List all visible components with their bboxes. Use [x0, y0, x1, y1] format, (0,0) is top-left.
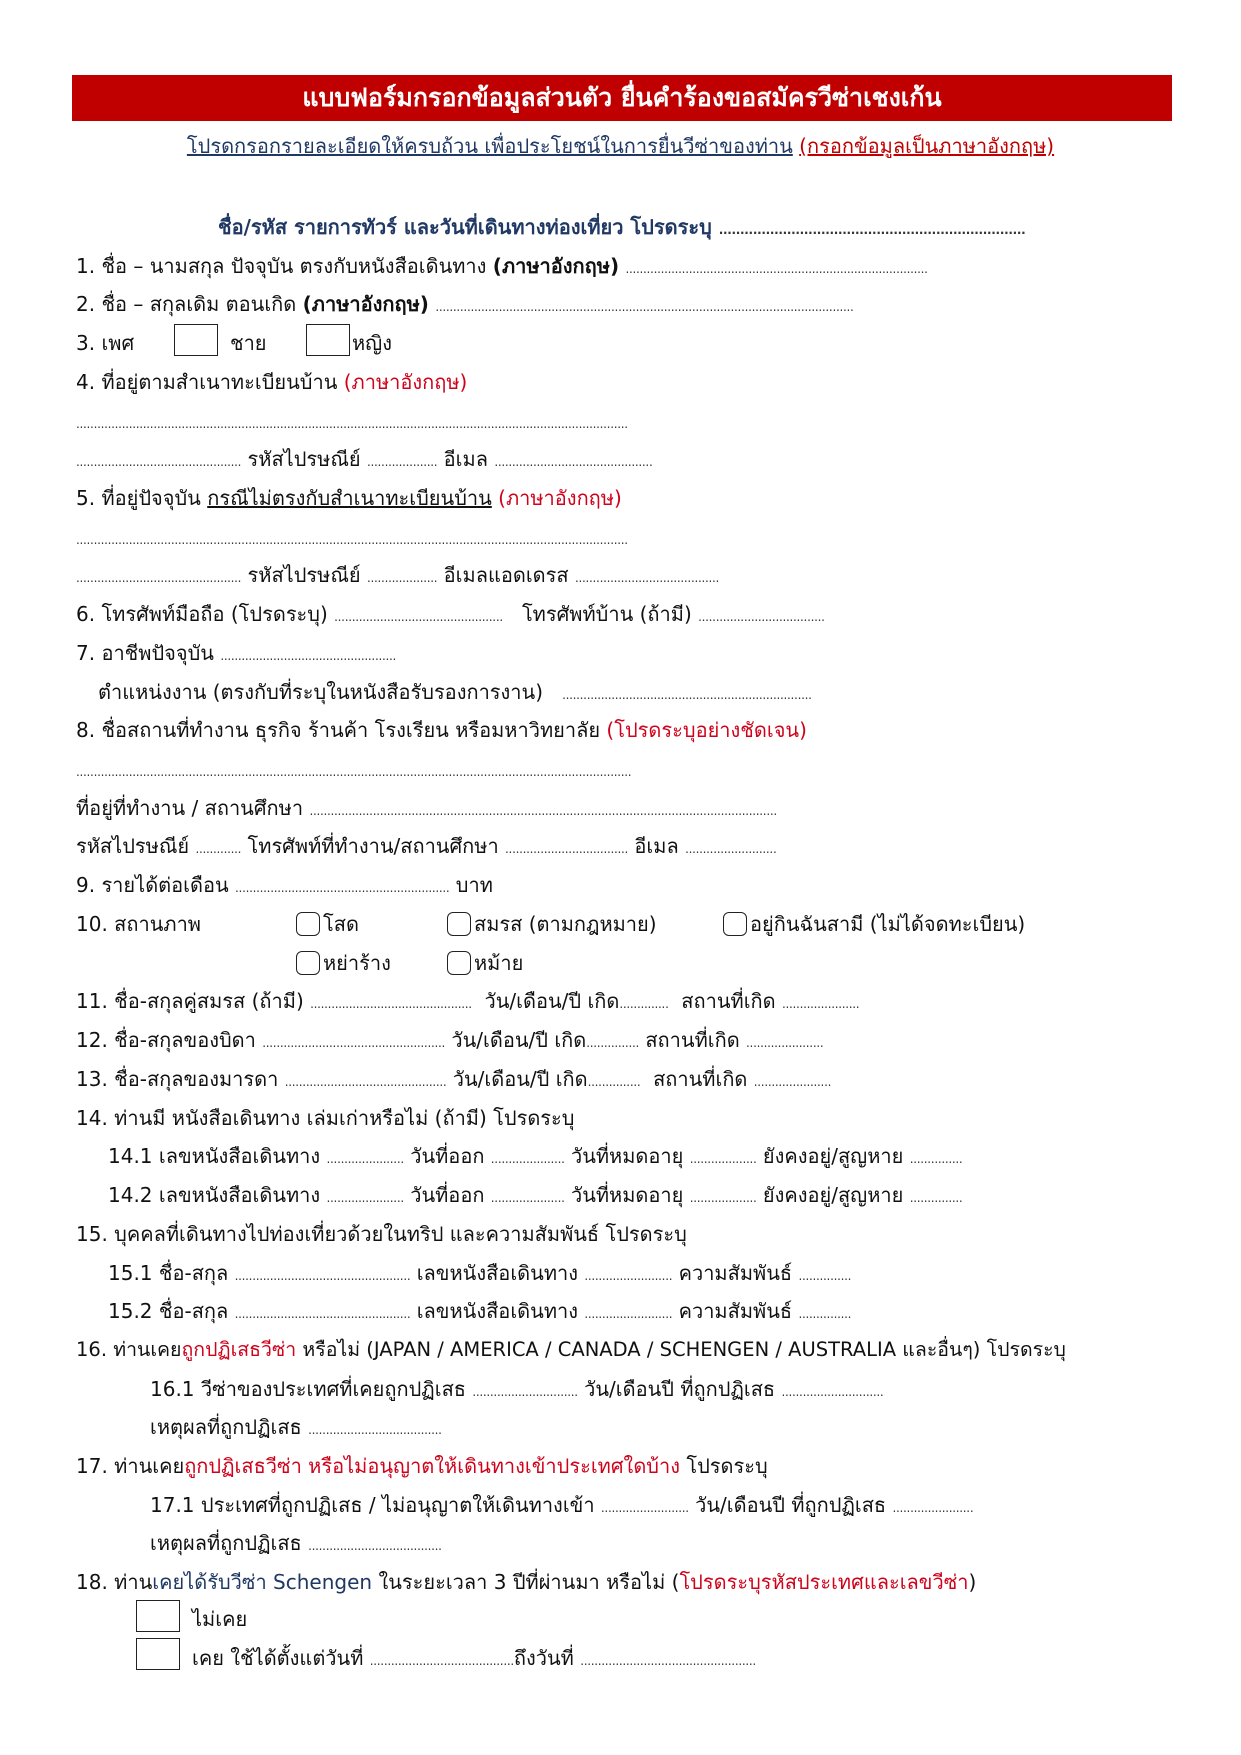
q2-note: (ภาษาอังกฤษ) — [302, 292, 429, 316]
q9-input[interactable]: ............................................................. — [235, 881, 450, 895]
q10-status-label: 10. สถานภาพ — [76, 912, 201, 936]
q9-label: 9. รายได้ต่อเดือน — [76, 873, 229, 897]
q7-position-label: ตำแหน่งงาน (ตรงกับที่ระบุในหนังสือรับรองการงาน) — [98, 680, 544, 704]
q15-row-2 — [108, 1298, 851, 1327]
q14-r1-number[interactable]: ...................... — [326, 1152, 404, 1166]
form-title: แบบฟอร์มกรอกข้อมูลส่วนตัว ยื่นคำร้องขอสมัครวีซ่าเชงเก้น — [72, 75, 1172, 121]
q13-label: 13. ชื่อ-สกุลของมารดา — [76, 1067, 279, 1091]
q15-r2-passport[interactable]: ......................... — [584, 1307, 673, 1321]
q15-r2-relation-label: ความสัมพันธ์ — [678, 1299, 793, 1323]
q15-r1-relation[interactable]: ............... — [798, 1269, 852, 1283]
q12-dob-label: วัน/เดือน/ปี เกิด — [451, 1028, 587, 1052]
q14-r1-status-label: ยังคงอยู่/สูญหาย — [762, 1144, 904, 1168]
q6-phones — [76, 601, 825, 630]
q16-row-1 — [150, 1376, 883, 1405]
status-married — [447, 911, 657, 937]
q11-name-input[interactable]: .............................................. — [310, 997, 472, 1011]
q15-r2-relation[interactable]: ............... — [798, 1307, 852, 1321]
q18-mid: ในระยะเวลา 3 ปีที่ผ่านมา หรือไม่ ( — [372, 1570, 680, 1594]
q18-end: ) — [968, 1570, 977, 1594]
q15-r1-passport-label: เลขหนังสือเดินทาง — [416, 1261, 578, 1285]
q17-r1-country[interactable]: ......................... — [600, 1501, 689, 1515]
q5-postcode-label: รหัสไปรษณีย์ — [247, 563, 361, 587]
q18-ever-checkbox[interactable] — [136, 1638, 180, 1670]
tour-fill-line[interactable]: ........................................................................ — [718, 223, 1026, 237]
q2-label: 2. ชื่อ – สกุลเดิม ตอนเกิด — [76, 292, 297, 316]
q15-r1-relation-label: ความสัมพันธ์ — [678, 1261, 793, 1285]
q7-position-input[interactable]: ....................................................................... — [562, 688, 812, 702]
q14-old-passport: 14. ท่านมี หนังสือเดินทาง เล่มเก่าหรือไม่ (ถ้ามี) โปรดระบุ — [76, 1106, 575, 1130]
q17-row-1 — [150, 1492, 973, 1521]
q4-address-line[interactable]: ............................................................................................................................................................. — [76, 417, 628, 431]
q6-mobile-input[interactable]: ................................................ — [334, 610, 503, 624]
status-single-label: โสด — [323, 912, 359, 936]
q16-r1-label: 16.1 วีซ่าของประเทศที่เคยถูกปฏิเสธ — [150, 1377, 466, 1401]
status-married-label: สมรส (ตามกฎหมาย) — [474, 912, 657, 936]
status-widowed-label: หม้าย — [474, 951, 524, 975]
q8-label: 8. ชื่อสถานที่ทำงาน ธุรกิจ ร้านค้า โรงเรียน หรือมหาวิทยาลัย — [76, 718, 601, 742]
q5-address-line-2[interactable]: ............................................... — [76, 571, 242, 585]
q12-label: 12. ชื่อ-สกุลของบิดา — [76, 1028, 256, 1052]
q8-postcode-label: รหัสไปรษณีย์ — [76, 834, 190, 858]
q18-never-label: ไม่เคย — [192, 1607, 248, 1631]
q4-registered-address — [76, 369, 467, 395]
q17-reason — [150, 1530, 442, 1559]
q18-blue: เคยได้รับวีซ่า Schengen — [152, 1570, 373, 1594]
status-single — [296, 911, 359, 937]
q16-pre: 16. ท่านเคย — [76, 1338, 182, 1361]
q12-name-input[interactable]: .................................................... — [262, 1036, 446, 1050]
gender-male-checkbox[interactable] — [174, 324, 218, 356]
q18-never-checkbox[interactable] — [136, 1600, 180, 1632]
q6-home-input[interactable]: .................................... — [698, 610, 825, 624]
q3-gender-label: 3. เพศ — [76, 331, 135, 355]
q4-postcode-label: รหัสไปรษณีย์ — [247, 447, 361, 471]
q14-row-1 — [108, 1143, 962, 1172]
q18-ever-label: เคย ใช้ได้ตั้งแต่วันที่ — [192, 1646, 364, 1670]
q4-note: (ภาษาอังกฤษ) — [343, 370, 468, 394]
q2-fill-line[interactable]: ....................................................................................................................... — [435, 300, 854, 314]
q8-work-address — [76, 795, 777, 824]
q14-row-2 — [108, 1182, 962, 1211]
q1-label: 1. ชื่อ – นามสกุล ปัจจุบัน ตรงกับหนังสือเดินทาง — [76, 254, 487, 278]
q4-email-input[interactable]: ............................................. — [494, 455, 653, 469]
q17-r1-label: 17.1 ประเทศที่ถูกปฏิเสธ / ไม่อนุญาตให้เดินทางเข้า — [150, 1493, 595, 1517]
q7-occupation — [76, 640, 396, 669]
q16-visa-refusal — [76, 1337, 1066, 1363]
status-cohabit-checkbox[interactable] — [723, 912, 747, 936]
status-cohabit-label: อยู่กินฉันสามี (ไม่ได้จดทะเบียน) — [750, 912, 1026, 936]
q8-email-input[interactable]: .......................... — [685, 842, 777, 856]
q5-postcode-email — [76, 562, 719, 591]
q8-workplace — [76, 717, 807, 743]
q9-income — [76, 872, 493, 901]
q11-label: 11. ชื่อ-สกุลคู่สมรส (ถ้ามี) — [76, 989, 304, 1013]
form-subtitle — [0, 130, 1241, 162]
q14-r1-expiry-label: วันที่หมดอายุ — [570, 1144, 684, 1168]
q14-r1-issue-label: วันที่ออก — [410, 1144, 485, 1168]
q13-pob-label: สถานที่เกิด — [653, 1067, 748, 1091]
q13-dob-label: วัน/เดือน/ปี เกิด — [452, 1067, 588, 1091]
q11-dob-label: วัน/เดือน/ปี เกิด — [484, 989, 620, 1013]
q13-mother — [76, 1066, 831, 1095]
q17-entry-refusal — [76, 1453, 768, 1479]
subtitle-instruction: โปรดกรอกรายละเอียดให้ครบถ้วน เพื่อประโยชน์ในการยื่นวีซ่าของท่าน — [186, 134, 793, 158]
q16-reason — [150, 1414, 442, 1443]
status-single-checkbox[interactable] — [296, 912, 320, 936]
q14-r2-status-label: ยังคงอยู่/สูญหาย — [762, 1183, 904, 1207]
gender-female-checkbox[interactable] — [306, 324, 350, 356]
status-widowed — [447, 950, 523, 976]
q4-address-line-2[interactable]: ............................................... — [76, 455, 242, 469]
q7-label: 7. อาชีพปัจจุบัน — [76, 641, 214, 665]
q8-email-label: อีเมล — [634, 834, 679, 858]
q11-dob-input[interactable]: .............. — [619, 997, 669, 1011]
q5-email-input[interactable]: ......................................... — [574, 571, 720, 585]
q15-r1-label: 15.1 ชื่อ-สกุล — [108, 1261, 229, 1285]
q18-red: โปรดระบุรหัสประเทศและเลขวีซ่า — [679, 1570, 969, 1594]
q16-r1-country[interactable]: .............................. — [472, 1385, 578, 1399]
status-divorced-checkbox[interactable] — [296, 951, 320, 975]
q4-email-label: อีเมล — [443, 447, 488, 471]
q16-reason-input[interactable]: ...................................... — [308, 1423, 442, 1437]
gender-male-label: ชาย — [230, 331, 267, 355]
q11-pob-label: สถานที่เกิด — [681, 989, 776, 1013]
q8-phone-label: โทรศัพท์ที่ทำงาน/สถานศึกษา — [247, 834, 499, 858]
subtitle-english-note: (กรอกข้อมูลเป็นภาษาอังกฤษ) — [799, 134, 1055, 158]
q11-pob-input[interactable]: ...................... — [782, 997, 860, 1011]
q7-input[interactable]: .................................................. — [220, 649, 397, 663]
q8-work-contact — [76, 833, 776, 862]
q17-date-label: วัน/เดือนปี ที่ถูกปฏิเสธ — [695, 1493, 887, 1517]
q6-home-label: โทรศัพท์บ้าน (ถ้ามี) — [521, 602, 692, 626]
q14-r2-issue-label: วันที่ออก — [410, 1183, 485, 1207]
q1-current-name — [76, 253, 928, 282]
q14-r2-number[interactable]: ...................... — [326, 1191, 404, 1205]
q15-companions: 15. บุคคลที่เดินทางไปท่องเที่ยวด้วยในทริป และความสัมพันธ์ โปรดระบุ — [76, 1222, 687, 1246]
q2-birth-name — [76, 291, 854, 320]
q16-date-input[interactable]: ............................. — [781, 1385, 884, 1399]
q1-note: (ภาษาอังกฤษ) — [492, 254, 620, 278]
gender-female-label: หญิง — [352, 331, 392, 355]
q8-note: (โปรดระบุอย่างชัดเจน) — [606, 718, 807, 742]
q16-reason-label: เหตุผลที่ถูกปฏิเสธ — [150, 1415, 302, 1439]
q18-schengen-history — [76, 1569, 976, 1595]
q13-name-input[interactable]: .............................................. — [284, 1075, 447, 1089]
q18-to-input[interactable]: .................................................. — [580, 1654, 756, 1668]
q5-postcode-input[interactable]: .................... — [367, 571, 438, 585]
q5-email-label: อีเมลแอดเดรส — [443, 563, 569, 587]
q17-reason-label: เหตุผลที่ถูกปฏิเสธ — [150, 1531, 302, 1555]
q14-r2-issue[interactable]: ..................... — [490, 1191, 565, 1205]
q15-r2-label: 15.2 ชื่อ-สกุล — [108, 1299, 229, 1323]
tour-label: ชื่อ/รหัส รายการทัวร์ และวันที่เดินทางท่องเที่ยว โปรดระบุ — [218, 215, 712, 239]
q8-address-input[interactable]: ..................................................................................................................................... — [309, 804, 777, 818]
q8-address-label: ที่อยู่ที่ทำงาน / สถานศึกษา — [76, 796, 304, 820]
q16-post: หรือไม่ (JAPAN / AMERICA / CANADA / SCHENGEN / AUSTRALIA และอื่นๆ) โปรดระบุ — [296, 1338, 1066, 1361]
q11-spouse — [76, 988, 859, 1017]
q14-r1-expiry[interactable]: ................... — [689, 1152, 757, 1166]
q1-fill-line[interactable]: ...................................................................................... — [625, 262, 928, 276]
q4-postcode-email — [76, 446, 652, 475]
q8-postcode-input[interactable]: ............. — [195, 842, 242, 856]
q15-r1-passport[interactable]: ......................... — [584, 1269, 673, 1283]
q12-pob-input[interactable]: ...................... — [746, 1036, 824, 1050]
status-cohabit — [723, 911, 1025, 937]
q15-r1-name[interactable]: .................................................. — [234, 1269, 411, 1283]
q17-post: โปรดระบุ — [680, 1454, 768, 1478]
q4-label: 4. ที่อยู่ตามสำเนาทะเบียนบ้าน — [76, 370, 338, 394]
q15-r2-name[interactable]: .................................................. — [234, 1307, 411, 1321]
q5-address-line[interactable]: ............................................................................................................................................................. — [76, 533, 628, 547]
q14-r1-label: 14.1 เลขหนังสือเดินทาง — [108, 1144, 321, 1168]
q12-father — [76, 1027, 823, 1056]
q17-pre: 17. ท่านเคย — [76, 1454, 185, 1478]
q13-pob-input[interactable]: ...................... — [753, 1075, 832, 1089]
q15-r2-passport-label: เลขหนังสือเดินทาง — [416, 1299, 578, 1323]
q9-unit: บาท — [455, 873, 493, 897]
q14-r2-status[interactable]: ............... — [909, 1191, 963, 1205]
q5-current-address — [76, 485, 622, 511]
q8-workplace-line[interactable]: .............................................................................................................................................................. — [76, 765, 632, 779]
q12-dob-input[interactable]: ............... — [586, 1036, 639, 1050]
q8-phone-input[interactable]: ................................... — [505, 842, 629, 856]
q18-pre: 18. ท่าน — [76, 1570, 153, 1594]
q14-r1-status[interactable]: ............... — [909, 1152, 963, 1166]
q17-date-input[interactable]: ....................... — [892, 1501, 974, 1515]
q17-red: ถูกปฏิเสธวีซ่า หรือไม่อนุญาตให้เดินทางเข้าประเทศใดบ้าง — [184, 1454, 680, 1478]
q12-pob-label: สถานที่เกิด — [645, 1028, 740, 1052]
q5-note: (ภาษาอังกฤษ) — [498, 486, 622, 510]
q15-row-1 — [108, 1260, 851, 1289]
q14-r1-issue[interactable]: ..................... — [490, 1152, 565, 1166]
q18-to-label: ถึงวันที่ — [513, 1646, 574, 1670]
q14-r2-expiry[interactable]: ................... — [689, 1191, 757, 1205]
q5-label: 5. ที่อยู่ปัจจุบัน — [76, 486, 201, 510]
q18-ever — [192, 1645, 756, 1674]
q5-case: กรณีไม่ตรงกับสำเนาทะเบียนบ้าน — [207, 486, 492, 510]
q14-r2-expiry-label: วันที่หมดอายุ — [570, 1183, 684, 1207]
status-divorced — [296, 950, 391, 976]
q14-r2-label: 14.2 เลขหนังสือเดินทาง — [108, 1183, 321, 1207]
status-married-checkbox[interactable] — [447, 912, 471, 936]
q4-postcode-input[interactable]: .................... — [367, 455, 438, 469]
status-divorced-label: หย่าร้าง — [323, 951, 391, 975]
status-widowed-checkbox[interactable] — [447, 951, 471, 975]
q17-reason-input[interactable]: ...................................... — [308, 1539, 442, 1553]
q6-mobile-label: 6. โทรศัพท์มือถือ (โปรดระบุ) — [76, 602, 328, 626]
q18-from-input[interactable]: ......................................... — [369, 1654, 514, 1668]
q13-dob-input[interactable]: ............... — [587, 1075, 641, 1089]
q16-red: ถูกปฏิเสธวีซ่า — [181, 1338, 297, 1361]
q16-date-label: วัน/เดือนปี ที่ถูกปฏิเสธ — [584, 1377, 776, 1401]
q7-position — [98, 679, 812, 708]
tour-field — [218, 214, 1025, 243]
